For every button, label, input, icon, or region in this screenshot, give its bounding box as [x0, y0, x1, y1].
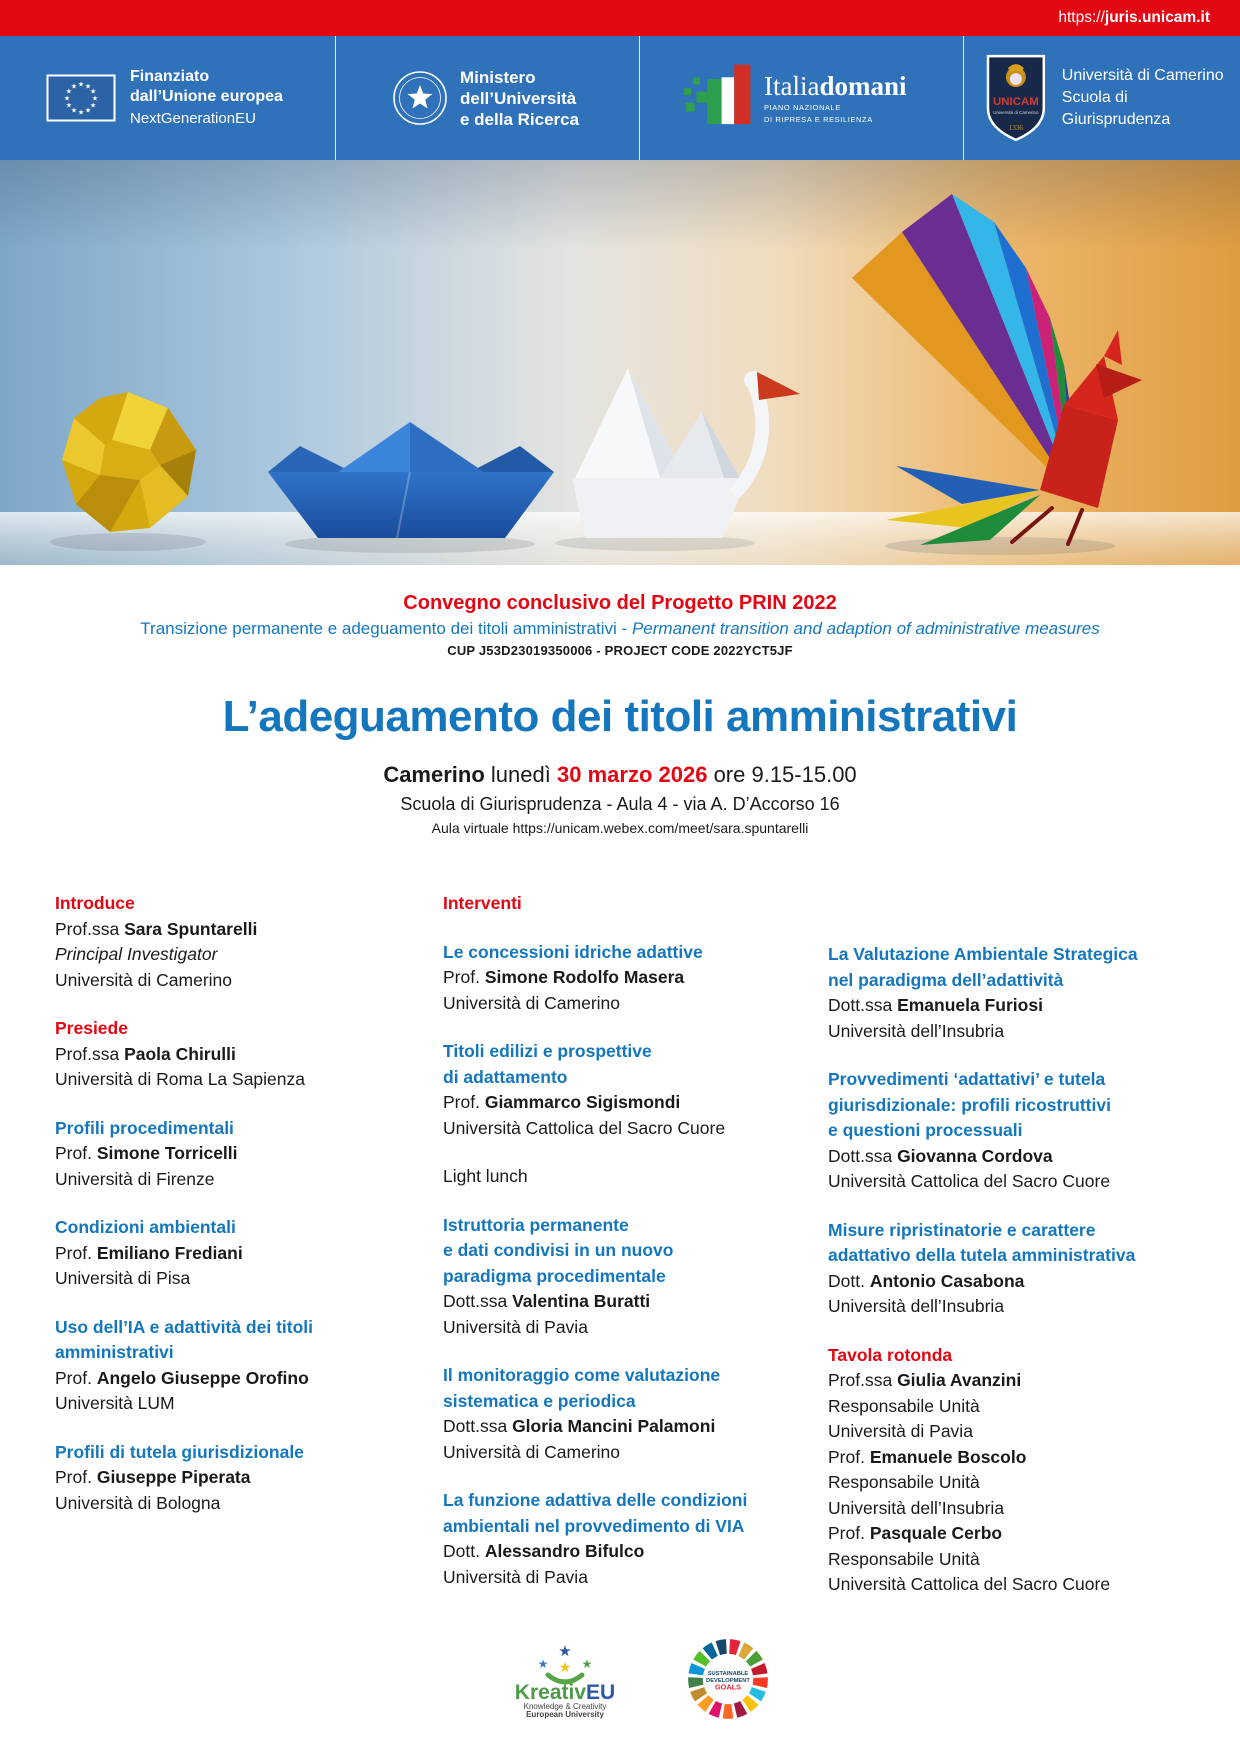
program-section [0, 891, 1240, 1621]
svg-text:1336: 1336 [1008, 123, 1023, 132]
ministry-line1: Ministero [460, 67, 536, 87]
ministry-line2: dell’Università [460, 88, 577, 108]
svg-text:★: ★ [65, 88, 73, 96]
speaker-name: Giulia Avanzini [897, 1370, 1022, 1390]
talk-title-line: Uso dell’IA e adattività dei titoli [55, 1316, 314, 1337]
speaker-line [443, 1090, 828, 1116]
speaker-line [828, 1144, 1198, 1170]
svg-text:UNICAM: UNICAM [992, 95, 1039, 108]
program-line: Università di Camerino [443, 992, 621, 1013]
top-red-bar [0, 0, 1240, 36]
talk-title-line: sistematica e periodica [443, 1390, 636, 1411]
pnrr-tagline-1: PIANO NAZIONALE [764, 102, 841, 112]
program-column-1 [55, 891, 443, 1621]
speaker-prefix: Dott.ssa [443, 1416, 513, 1436]
speaker-name: Simone Torricelli [96, 1143, 238, 1163]
webex-link[interactable]: https://unicam.webex.com/meet/sara.spuntarelli [512, 820, 809, 836]
speaker-name: Angelo Giuseppe Orofino [96, 1367, 309, 1388]
speaker-name: Simone Rodolfo Masera [484, 967, 685, 987]
program-line: Responsabile Unità [828, 1548, 980, 1569]
eu-line1: Finanziato [130, 68, 210, 85]
program-block [55, 1116, 443, 1193]
svg-text:★: ★ [558, 1658, 572, 1675]
prin-subtitle-en: Permanent transition and adaption of administrative measures [631, 619, 1100, 638]
program-line: Università di Pavia [828, 1421, 973, 1441]
pnrr-tagline-2: DI RIPRESA E RESILIENZA [764, 114, 873, 124]
kreativeu-logo-icon [470, 1639, 660, 1719]
program-line: Principal Investigator [55, 944, 218, 964]
talk-title-line: giurisdizionale: profili ricostruttivi [828, 1094, 1111, 1115]
speaker-name: Sara Spuntarelli [124, 918, 258, 939]
program-block [55, 1440, 443, 1517]
program-line: Università dell’Insubria [828, 1497, 1005, 1518]
italiadomani-flag-icon [682, 59, 754, 137]
italiadomani-logo [639, 36, 963, 160]
program-column-3 [828, 891, 1198, 1621]
program-block [443, 1213, 828, 1341]
program-line: Università di Camerino [55, 969, 233, 990]
program-line: Università di Roma La Sapienza [55, 1069, 305, 1089]
talk-title-line: ambientali nel provvedimento di VIA [443, 1515, 745, 1536]
event-city: Camerino [383, 762, 485, 787]
svg-text:★: ★ [91, 95, 99, 103]
svg-text:GOALS: GOALS [714, 1682, 742, 1691]
program-block [443, 1164, 828, 1190]
program-block [55, 891, 443, 993]
ministry-logo [335, 36, 639, 160]
session-heading: Interventi [443, 893, 522, 913]
speaker-line [55, 917, 443, 943]
ministry-line3: e della Ricerca [460, 109, 580, 129]
talk-title-line: Istruttoria permanente [443, 1214, 629, 1235]
program-column-2 [443, 891, 828, 1621]
site-url-prefix: https:// [1058, 9, 1105, 26]
speaker-prefix: Prof. [55, 1242, 97, 1263]
svg-text:★: ★ [63, 95, 71, 103]
event-title: L’adeguamento dei titoli amministrativi [222, 692, 1018, 741]
sdg-segment [729, 1639, 740, 1655]
talk-title-line: e dati condivisi in un nuovo [443, 1240, 674, 1260]
speaker-prefix: Prof. [828, 1446, 870, 1467]
italiadomani-text [764, 70, 907, 124]
svg-text:European University: European University [526, 1709, 604, 1719]
event-date-line [0, 759, 1240, 791]
unicam-line1: Università di Camerino [1061, 67, 1224, 84]
footer-logos [0, 1637, 1240, 1721]
hero-origami-illustration [0, 160, 1240, 565]
speaker-line [443, 965, 828, 991]
sdg-segment [715, 1639, 726, 1655]
program-block [828, 1343, 1198, 1598]
speaker-prefix: Prof. [443, 1092, 485, 1112]
event-weekday: lunedì [490, 762, 551, 787]
program-block [443, 1039, 828, 1141]
svg-text:★: ★ [89, 102, 97, 110]
talk-title-line: e questioni processuali [828, 1120, 1023, 1140]
speaker-name: Valentina Buratti [512, 1291, 651, 1311]
program-block [828, 1218, 1198, 1320]
sdg-segment [689, 1663, 705, 1675]
program-line: Responsabile Unità [828, 1395, 980, 1416]
program-block [828, 1067, 1198, 1195]
program-line: Università LUM [55, 1393, 175, 1413]
speaker-line [443, 1414, 828, 1440]
program-line: Università Cattolica del Sacro Cuore [828, 1171, 1111, 1191]
sdg-segment [688, 1677, 703, 1688]
talk-title-line: Il monitoraggio come valutazione [443, 1365, 721, 1385]
sdg-wheel-icon [686, 1637, 770, 1721]
speaker-name: Giammarco Sigismondi [484, 1092, 681, 1112]
talk-title-line: Condizioni ambientali [55, 1217, 236, 1237]
speaker-name: Antonio Casabona [869, 1270, 1025, 1291]
program-block [828, 942, 1198, 1044]
program-line: Università di Pavia [443, 1316, 588, 1337]
event-date: 30 marzo 2026 [557, 762, 708, 787]
talk-title-line: Le concessioni idriche adattive [443, 941, 703, 962]
svg-text:★: ★ [537, 1656, 549, 1671]
program-line: Responsabile Unità [828, 1472, 980, 1492]
speaker-prefix: Dott.ssa [443, 1291, 513, 1311]
svg-text:DEVELOPMENT: DEVELOPMENT [706, 1677, 750, 1684]
speaker-line [55, 1241, 443, 1267]
event-time: ore 9.15-15.00 [713, 762, 857, 787]
site-url-domain: juris.unicam.it [1104, 9, 1210, 26]
talk-title-line: Misure ripristinatorie e carattere [828, 1219, 1096, 1240]
unicam-line2: Scuola di Giurisprudenza [1061, 89, 1171, 128]
speaker-line [828, 993, 1198, 1019]
speaker-prefix: Prof. [55, 1367, 97, 1388]
sdg-segment [723, 1703, 734, 1718]
talk-title-line: paradigma procedimentale [443, 1265, 666, 1286]
program-line: Università di Firenze [55, 1168, 215, 1189]
speaker-line [55, 1042, 443, 1068]
speaker-prefix: Prof. [443, 967, 485, 987]
logo-bar [0, 36, 1240, 160]
talk-title-line: Profili di tutela giurisdizionale [55, 1441, 304, 1462]
speaker-prefix: Prof. [55, 1143, 97, 1163]
speaker-line [828, 1521, 1198, 1547]
talk-title-line: adattativo della tutela amministrativa [828, 1245, 1136, 1265]
svg-text:★: ★ [84, 107, 92, 115]
svg-text:★: ★ [89, 88, 97, 96]
eu-line3: NextGenerationEU [130, 110, 256, 127]
svg-text:★: ★ [70, 83, 78, 91]
site-url[interactable] [1058, 9, 1210, 27]
speaker-line [55, 1465, 443, 1491]
session-heading: Introduce [55, 893, 135, 913]
talk-title-line: La Valutazione Ambientale Strategica [828, 944, 1138, 964]
program-line: Università dell’Insubria [828, 1296, 1005, 1316]
speaker-name: Alessandro Bifulco [484, 1541, 645, 1561]
talk-title-line: Profili procedimentali [55, 1117, 234, 1138]
speaker-line [828, 1269, 1198, 1295]
program-block [443, 1363, 828, 1465]
eu-flag-icon [46, 74, 116, 122]
program-line: Università Cattolica del Sacro Cuore [828, 1574, 1111, 1594]
speaker-prefix: Dott. [828, 1270, 870, 1291]
cup-project-code: CUP J53D23019350006 - PROJECT CODE 2022YCT5JF [447, 643, 793, 658]
program-block [443, 940, 828, 1017]
unicam-text [1062, 65, 1240, 131]
session-heading: Presiede [55, 1018, 128, 1038]
speaker-prefix: Prof.ssa [828, 1370, 898, 1390]
unicam-logo [963, 36, 1240, 160]
speaker-name: Emanuela Furiosi [897, 995, 1043, 1015]
program-line: Università dell’Insubria [828, 1020, 1005, 1041]
unicam-crest-icon [984, 52, 1048, 144]
svg-text:★: ★ [77, 81, 85, 89]
program-block [55, 1016, 443, 1093]
program-line: Università Cattolica del Sacro Cuore [443, 1117, 726, 1138]
svg-text:KreativEU: KreativEU [514, 1680, 616, 1704]
speaker-name: Paola Chirulli [124, 1043, 236, 1064]
speaker-prefix: Prof. [828, 1523, 870, 1543]
speaker-prefix: Dott. [443, 1541, 485, 1561]
talk-title-line: nel paradigma dell’adattività [828, 969, 1064, 990]
program-block [55, 1315, 443, 1417]
italiadomani-wordmark: Italiadomani [764, 70, 907, 101]
prin-subtitle-it: Transizione permanente e adeguamento dei titoli amministrativi - [140, 619, 632, 638]
speaker-prefix: Dott.ssa [828, 1145, 898, 1166]
virtual-room-label: Aula virtuale [431, 820, 509, 836]
talk-title-line: Provvedimenti ‘adattativi’ e tutela [828, 1069, 1106, 1089]
speaker-prefix: Prof.ssa [55, 918, 125, 939]
talk-title-line: di adattamento [443, 1066, 568, 1087]
svg-text:★: ★ [70, 107, 78, 115]
speaker-name: Giovanna Cordova [897, 1145, 1053, 1166]
svg-text:★: ★ [65, 102, 73, 110]
svg-text:Università di Camerino: Università di Camerino [993, 109, 1039, 115]
ministry-text [460, 67, 579, 130]
speaker-name: Emanuele Boscolo [869, 1446, 1027, 1467]
eu-funding-logo [0, 36, 335, 160]
talk-title-line: La funzione adattiva delle condizioni [443, 1490, 748, 1510]
speaker-prefix: Prof. [55, 1467, 97, 1487]
eu-funding-text [130, 67, 283, 129]
program-block [55, 1215, 443, 1292]
program-line: Università di Pavia [443, 1566, 588, 1587]
svg-text:★: ★ [77, 109, 85, 117]
svg-text:★: ★ [84, 83, 92, 91]
speaker-line [828, 1368, 1198, 1394]
ministry-emblem-icon [392, 70, 448, 126]
speaker-name: Emiliano Frediani [96, 1242, 243, 1263]
speaker-line [443, 1289, 828, 1315]
talk-title-line: Titoli edilizi e prospettive [443, 1041, 652, 1061]
svg-text:★: ★ [581, 1656, 593, 1671]
speaker-name: Pasquale Cerbo [869, 1523, 1003, 1543]
speaker-line [55, 1141, 443, 1167]
sdg-segment [751, 1663, 767, 1675]
speaker-line [55, 1366, 443, 1392]
svg-text:Knowledge & Creativity: Knowledge & Creativity [523, 1701, 607, 1711]
program-line: Università di Camerino [443, 1441, 621, 1462]
speaker-prefix: Prof.ssa [55, 1043, 125, 1064]
session-heading: Tavola rotonda [828, 1344, 953, 1365]
sdg-segment [753, 1677, 768, 1688]
intro-section [0, 565, 1240, 839]
program-line: Università di Pisa [55, 1268, 191, 1288]
eu-line2: dall’Unione europea [130, 88, 283, 105]
virtual-room-line [0, 817, 1240, 839]
program-block [443, 891, 828, 917]
speaker-name: Giuseppe Piperata [96, 1467, 251, 1487]
event-venue: Scuola di Giurisprudenza - Aula 4 - via A. D’Accorso 16 [400, 794, 840, 814]
prin-subtitle [0, 617, 1240, 641]
svg-text:SUSTAINABLE: SUSTAINABLE [707, 1670, 749, 1677]
speaker-name: Gloria Mancini Palamoni [512, 1416, 716, 1436]
speaker-line [828, 1445, 1198, 1471]
program-line: Università di Bologna [55, 1492, 221, 1513]
prin-project-title: Convegno conclusivo del Progetto PRIN 2022 [403, 592, 837, 614]
program-line: Light lunch [443, 1166, 528, 1186]
talk-title-line: amministrativi [55, 1342, 174, 1362]
program-block [443, 1488, 828, 1590]
svg-text:★: ★ [558, 1642, 572, 1660]
speaker-line [443, 1539, 828, 1565]
speaker-prefix: Dott.ssa [828, 995, 898, 1015]
